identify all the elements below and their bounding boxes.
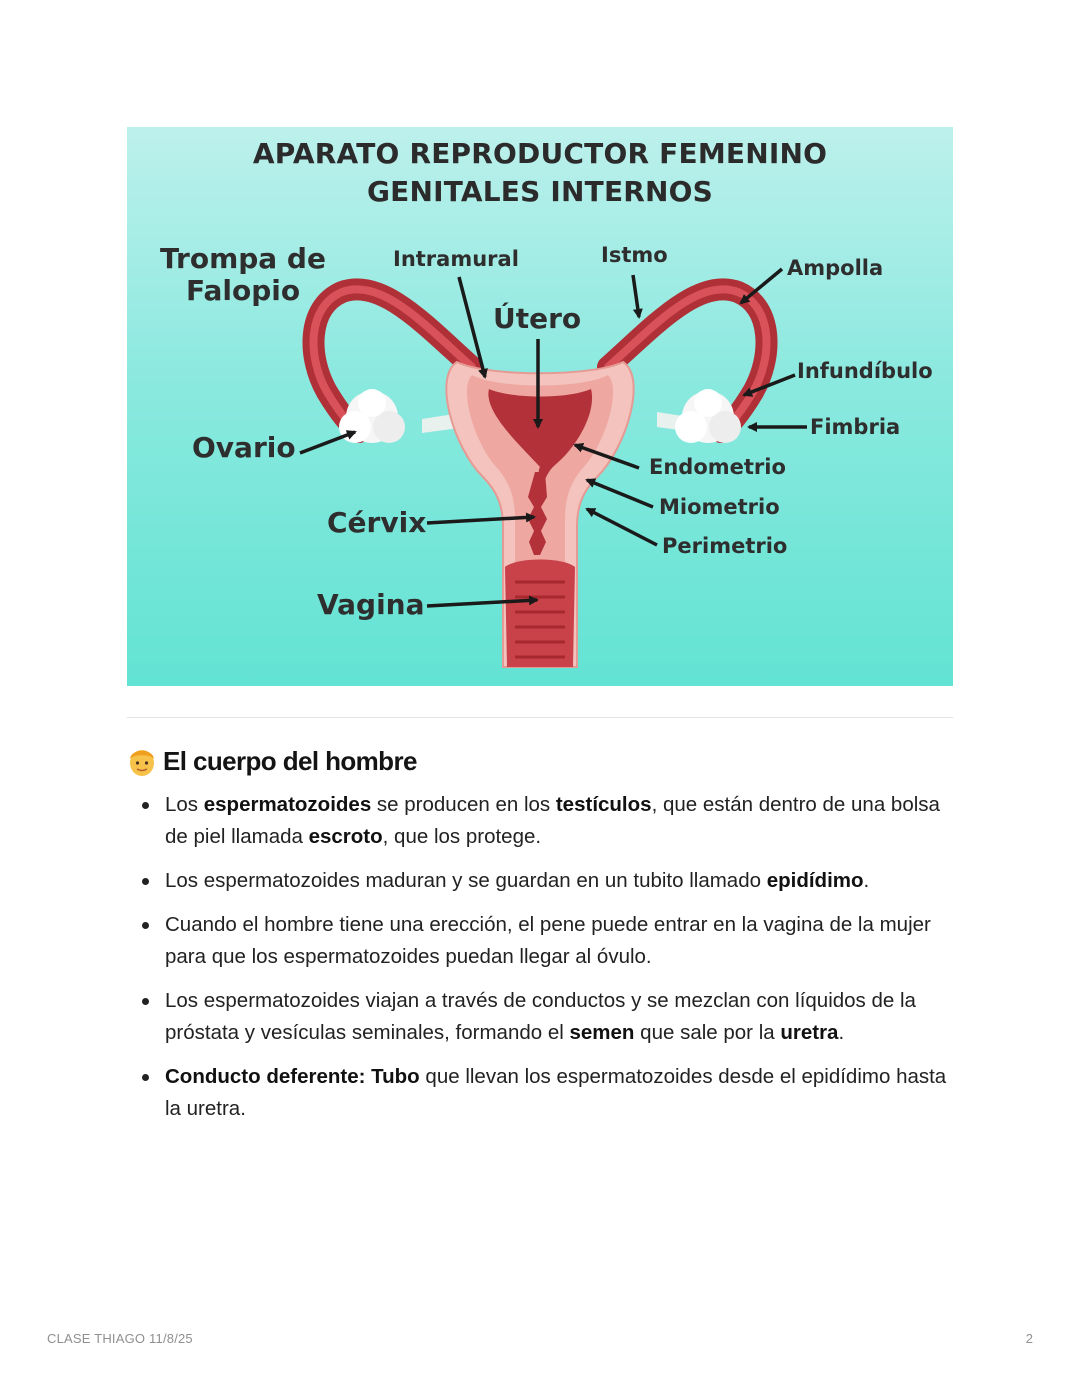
figure-title-line1: APARATO REPRODUCTOR FEMENINO <box>252 137 828 170</box>
bullet-item <box>127 909 967 973</box>
section-heading <box>127 741 417 781</box>
label-intramural: Intramural <box>393 247 519 271</box>
label-infundibulo: Infundíbulo <box>797 359 933 383</box>
bullet-text: Cuando el hombre tiene una erección, el pene puede entrar en la vagina de la mujer para que los espermatozoides puedan llegar al óvulo. <box>165 913 931 968</box>
label-vagina: Vagina <box>317 588 425 621</box>
bold-term: testículos <box>555 793 652 816</box>
section-title: El cuerpo del hombre <box>163 745 417 776</box>
bullet-text: Los espermatozoides viajan a través de conductos y se mezclan con líquidos de la próstata y vesículas seminales, formando el <box>165 989 916 1044</box>
section-divider <box>127 717 953 718</box>
label-ampolla: Ampolla <box>787 256 884 280</box>
bold-term: espermatozoides <box>203 793 372 816</box>
bold-term: escroto <box>308 825 383 848</box>
bold-term: epidídimo <box>766 869 864 892</box>
uterus-diagram-figure <box>127 127 953 686</box>
label-fimbria: Fimbria <box>810 415 901 439</box>
right-ovary <box>675 389 741 443</box>
bold-term: uretra <box>780 1021 839 1044</box>
bullet-text: Los <box>165 793 204 816</box>
label-istmo: Istmo <box>601 243 668 267</box>
bullet-text: , que están dentro de una bolsa de piel llamada <box>165 793 940 848</box>
bullet-text: . <box>863 869 870 892</box>
bullet-item <box>127 985 967 1049</box>
figure-title-line2: GENITALES INTERNOS <box>366 175 714 208</box>
bullet-text: Los espermatozoides maduran y se guardan en un tubito llamado <box>165 869 767 892</box>
man-emoji-icon <box>127 744 157 778</box>
label-endometrio: Endometrio <box>649 455 786 479</box>
bullet-list <box>127 789 967 1137</box>
bold-term: semen <box>569 1021 635 1044</box>
label-cervix: Cérvix <box>327 506 427 539</box>
label-trompa-line2: Falopio <box>186 274 301 307</box>
bullet-item <box>127 789 967 853</box>
bullet-item <box>127 1061 967 1125</box>
label-ovario: Ovario <box>192 431 296 464</box>
footer-class-label: CLASE THIAGO 11/8/25 <box>47 1331 193 1346</box>
label-perimetrio: Perimetrio <box>662 534 788 558</box>
bullet-text: . <box>838 1021 845 1044</box>
bullet-text: que llevan los espermatozoides desde el epidídimo hasta la uretra. <box>165 1065 947 1120</box>
bullet-text: , que los protege. <box>382 825 542 848</box>
label-miometrio: Miometrio <box>659 495 780 519</box>
bullet-text: se producen en los <box>371 793 556 816</box>
bold-term: Conducto deferente: Tubo <box>165 1065 420 1088</box>
page-number: 2 <box>1025 1331 1033 1346</box>
label-utero: Útero <box>493 302 582 335</box>
bullet-text: que sale por la <box>634 1021 781 1044</box>
bullet-item <box>127 865 967 897</box>
label-trompa-line1: Trompa de <box>160 242 326 275</box>
